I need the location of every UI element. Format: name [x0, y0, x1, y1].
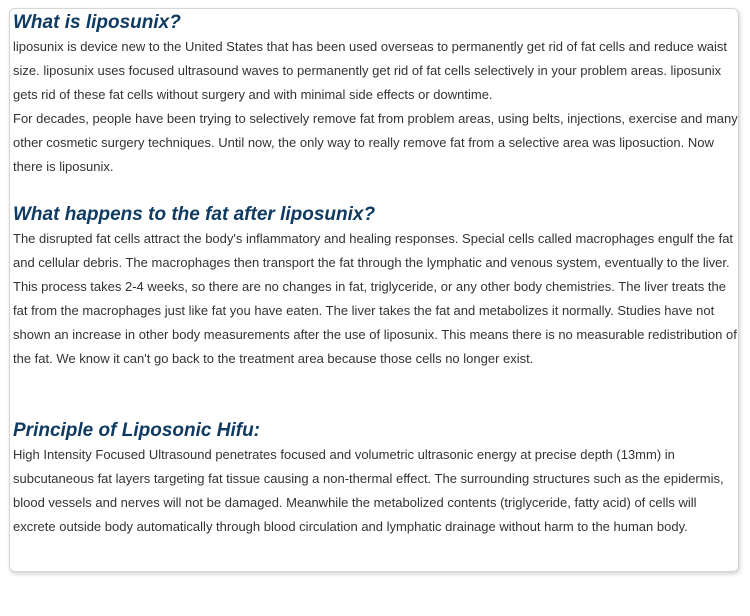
section-paragraph: For decades, people have been trying to selectively remove fat from problem areas, using belts, injections, exercise and many other cosmetic surgery techniques. Until now, the only way to really remove fat from a selective area was liposuction. Now there is liposunix. [13, 111, 738, 174]
section-principle-of-hifu [13, 419, 741, 539]
section-paragraph: High Intensity Focused Ultrasound penetrates focused and volumetric ultrasonic energy at precise depth (13mm) in subcutaneous fat layers targeting fat tissue causing a non-thermal effect. The surrounding structures such as the epidermis, blood vessels and nerves will not be damaged. Meanwhile the metabolized contents (triglyceride, fatty acid) of cells will excrete outside body automatically through blood circulation and lymphatic drainage without harm to the human body. [13, 447, 724, 534]
section-heading: What is liposunix? [13, 12, 181, 33]
section-heading: What happens to the fat after liposunix? [13, 204, 376, 225]
section-what-happens-to-fat [13, 203, 741, 371]
content-card [9, 8, 739, 572]
section-heading: Principle of Liposonic Hifu: [13, 420, 260, 441]
section-paragraph: liposunix is device new to the United States that has been used overseas to permanently get rid of fat cells and reduce waist size. liposunix uses focused ultrasound waves to permanently get rid of fat cells selectively in your problem areas. liposunix gets rid of these fat cells without surgery and with minimal side effects or downtime. [13, 39, 727, 102]
section-paragraph: The disrupted fat cells attract the body's inflammatory and healing responses. Special cells called macrophages engulf the fat and cellular debris. The macrophages then transport the fat through the lymphatic and venous system, eventually to the liver. This process takes 2-4 weeks, so there are no changes in fat, triglyceride, or any other body chemistries. The liver treats the fat from the macrophages just like fat you have eaten. The liver takes the fat and metabolizes it normally. Studies have not shown an increase in other body measurements after the use of liposunix. This means there is no measurable redistribution of the fat. We know it can't go back to the treatment area because those cells no longer exist. [13, 231, 737, 366]
section-what-is-liposunix [13, 11, 741, 179]
